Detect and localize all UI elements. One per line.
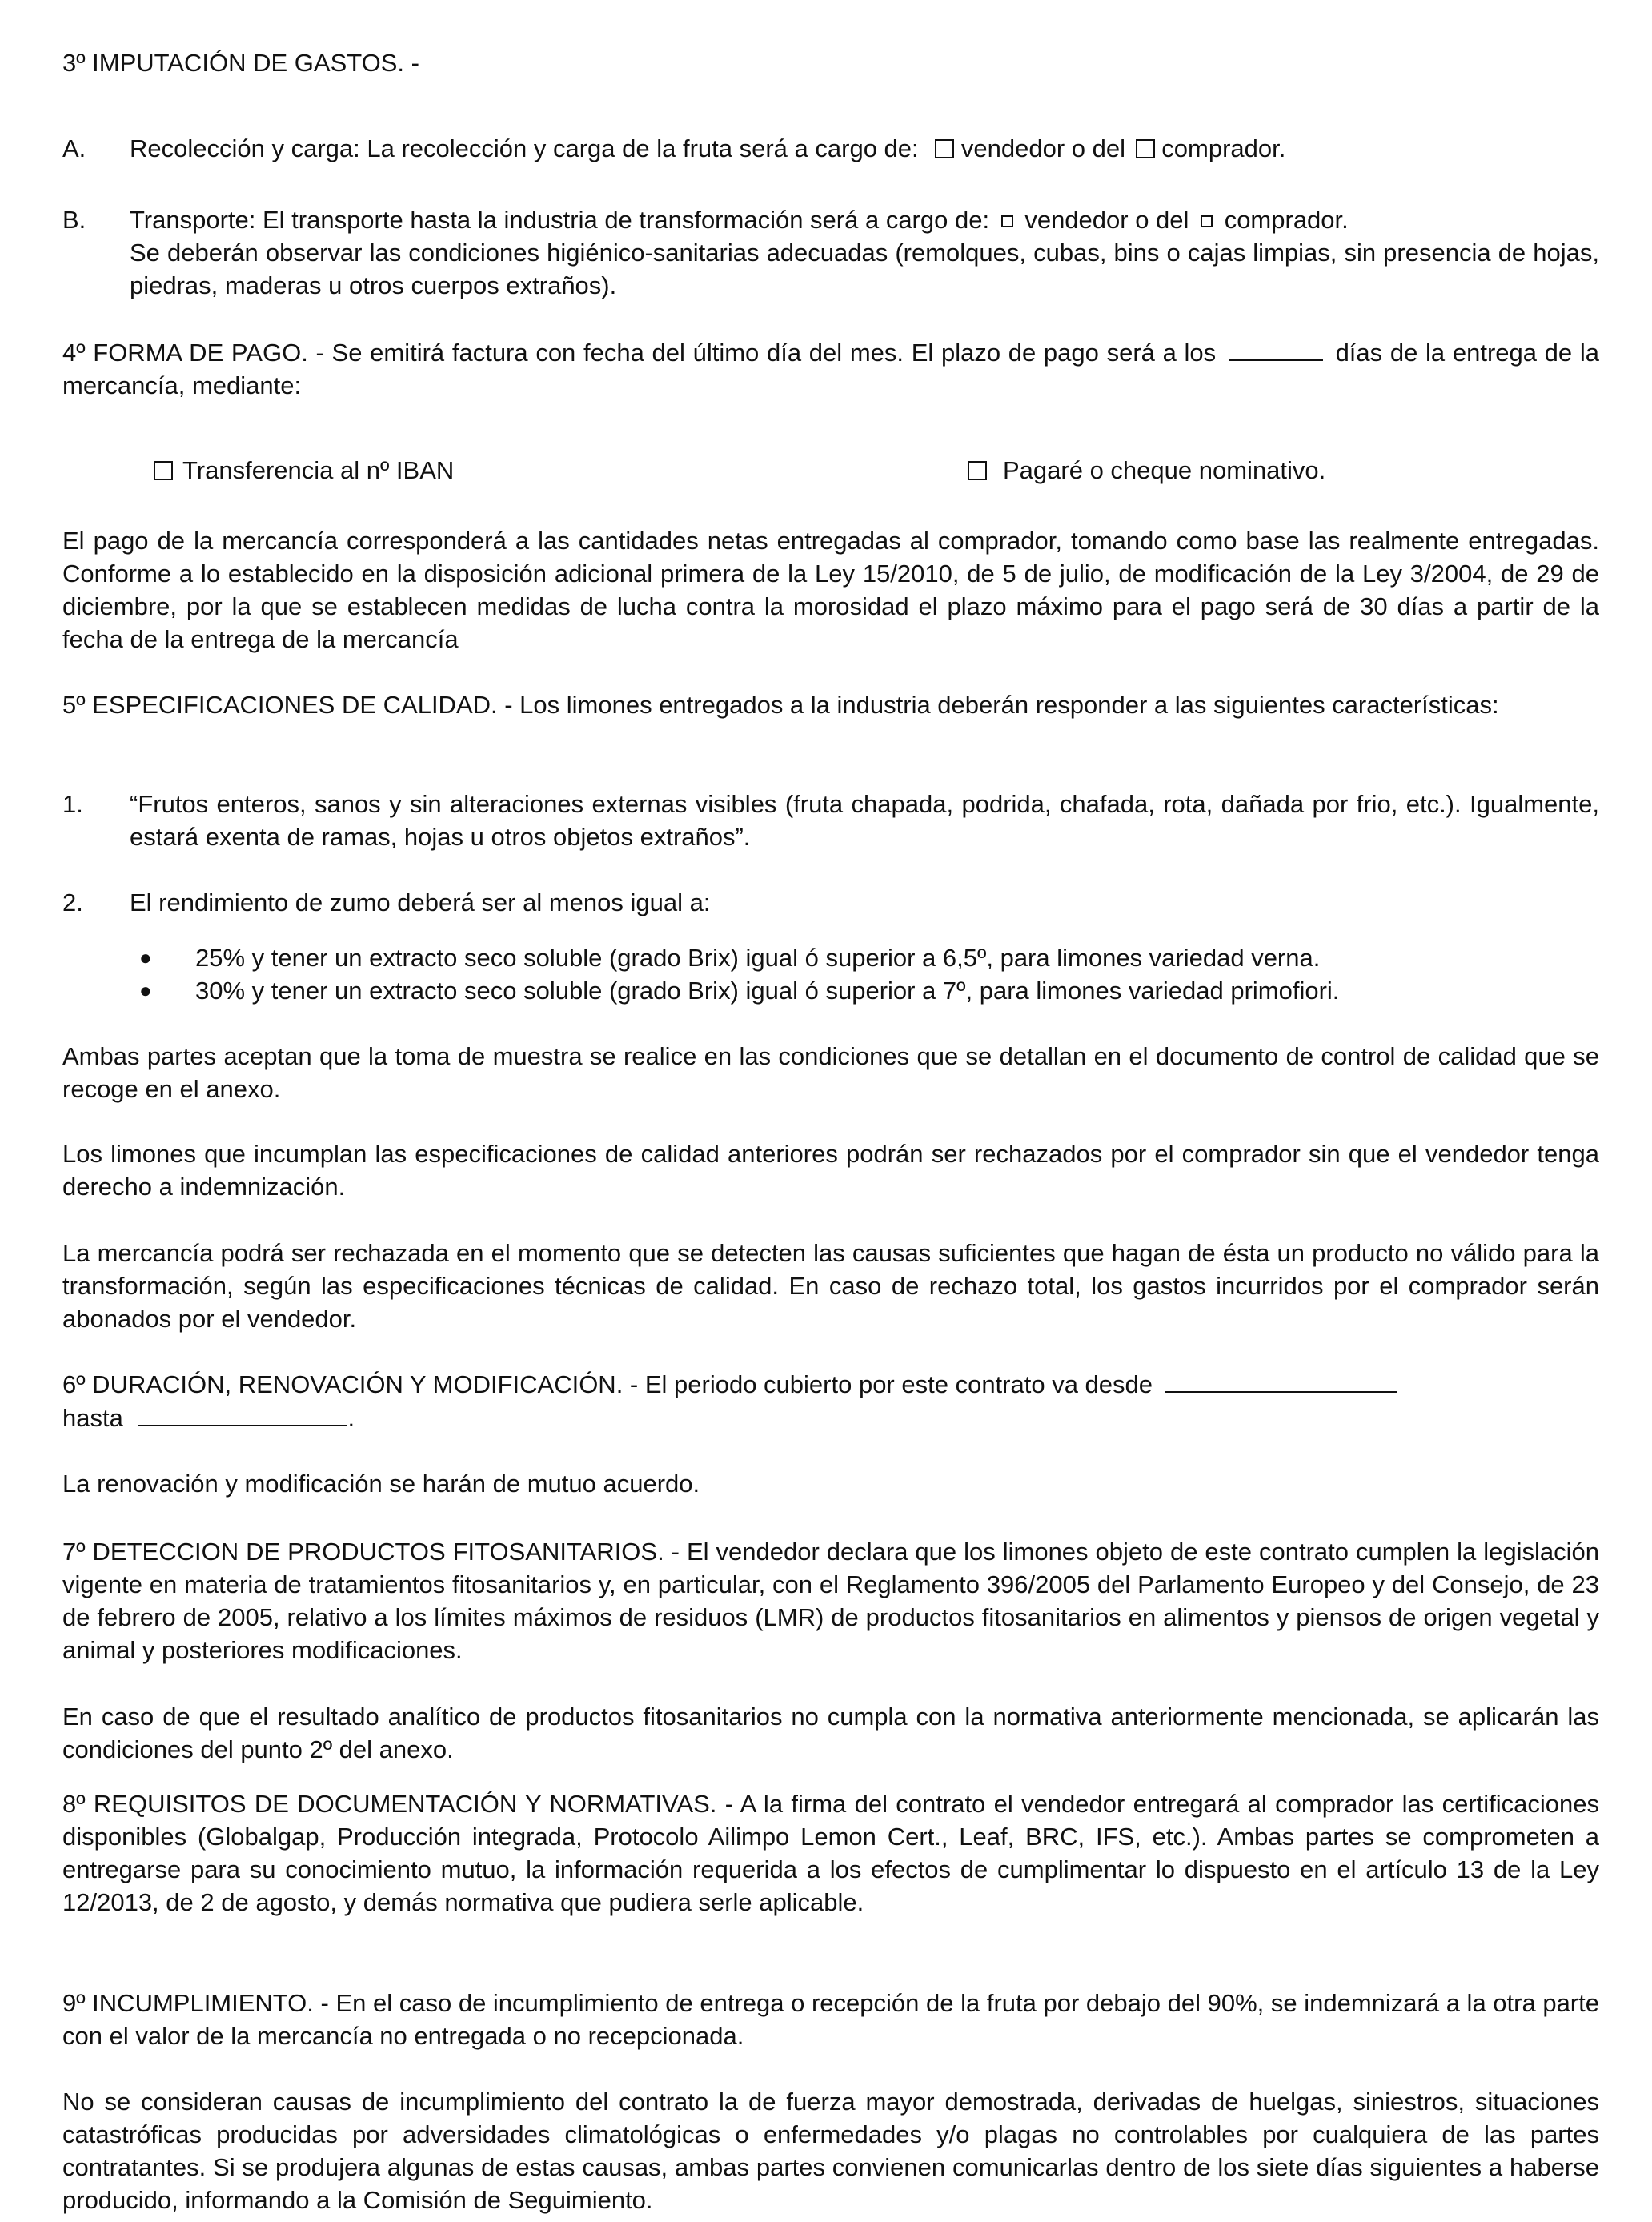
section-5-title: 5º ESPECIFICACIONES DE CALIDAD. - Los limones entregados a la industria deberán responder a las siguientes características: bbox=[62, 691, 1499, 719]
checkbox-buyer-transport[interactable] bbox=[1201, 215, 1213, 227]
section-8-title: 8º REQUISITOS DE DOCUMENTACIÓN Y NORMATIVAS. - A la firma del contrato el vendedor entregará al comprador las certificaciones disponibles (Globalgap, Producción integrada, Protocolo Ailimpo Lemon Cert., Leaf, BRC, IFS, etc.). Ambas partes se comprometen a entregarse para su conocimiento mutuo, la información requerida a los efectos de cumplimentar lo dispuesto en el artículo 13 de la Ley 12/2013, de 2 de agosto, y demás normativa que pudiera serle aplicable. bbox=[62, 1790, 1599, 1916]
section-5-paragraph-1: Ambas partes aceptan que la toma de muestra se realice en las condiciones que se detallan en el documento de control de calidad que se recoge en el anexo. bbox=[62, 1042, 1599, 1103]
item-a-label: Recolección y carga: La recolección y carga de la fruta será a cargo de: bbox=[130, 134, 919, 162]
list-item bbox=[62, 941, 1599, 974]
item-b-label: Transporte: El transporte hasta la industria de transformación será a cargo de: bbox=[130, 206, 990, 234]
section-6-end: . bbox=[347, 1404, 355, 1432]
section-7-paragraph: En caso de que el resultado analítico de productos fitosanitarios no cumpla con la normativa anteriormente mencionada, se aplicarán las condiciones del punto 2º del anexo. bbox=[62, 1703, 1599, 1763]
section-3-item-b bbox=[62, 203, 1599, 302]
item-2-text: El rendimiento de zumo deberá ser al menos igual a: bbox=[130, 888, 711, 916]
section-3-item-a bbox=[62, 132, 1599, 165]
list-item bbox=[62, 974, 1599, 1007]
section-4-paragraph: El pago de la mercancía corresponderá a las cantidades netas entregadas al comprador, tomando como base las realmente entregadas. Conforme a lo establecido en la disposición adicional primera de la Ley 15/2010, de 5 de julio, de modificación de la Ley 3/2004, de 29 de diciembre, por la que se establecen medidas de lucha contra la morosidad el plazo máximo para el pago será de 30 días a partir de la fecha de la entrega de la mercancía bbox=[62, 527, 1599, 653]
section-9-title: 9º INCUMPLIMIENTO. - En el caso de incumplimiento de entrega o recepción de la fruta por debajo del 90%, se indemnizará a la otra parte con el valor de la mercancía no entregada o no recepcionada. bbox=[62, 1989, 1599, 2050]
checkbox-cheque[interactable] bbox=[968, 461, 987, 480]
option-cheque-label: Pagaré o cheque nominativo. bbox=[1003, 456, 1326, 484]
payment-days-field[interactable] bbox=[1229, 335, 1323, 361]
item-b-hygiene-text: Se deberán observar las condiciones higiénico-sanitarias adecuadas (remolques, cubas, bins o cajas limpias, sin presencia de hojas, piedras, maderas u otros cuerpos extraños). bbox=[130, 239, 1599, 299]
section-6-duration bbox=[62, 1367, 1599, 1434]
option-transfer bbox=[154, 454, 454, 487]
checkbox-seller-harvest[interactable] bbox=[935, 139, 954, 158]
item-b-marker: B. bbox=[62, 206, 86, 234]
section-5-item-1 bbox=[62, 788, 1599, 853]
section-4-text-start: 4º FORMA DE PAGO. - Se emitirá factura con fecha del último día del mes. El plazo de pago será a los bbox=[62, 339, 1217, 367]
checkbox-buyer-harvest[interactable] bbox=[1136, 139, 1155, 158]
option-transfer-label: Transferencia al nº IBAN bbox=[182, 456, 455, 484]
bullet-icon: ● bbox=[139, 945, 152, 969]
checkbox-transfer[interactable] bbox=[154, 461, 173, 480]
section-6-text-until: hasta bbox=[62, 1404, 123, 1432]
item-a-text bbox=[130, 132, 1599, 165]
contract-start-field[interactable] bbox=[1165, 1367, 1397, 1393]
checkbox-seller-transport[interactable] bbox=[1001, 215, 1013, 227]
item-b-text bbox=[130, 203, 1599, 302]
item-a-marker: A. bbox=[62, 134, 86, 162]
item-b-option-buyer: comprador. bbox=[1224, 206, 1349, 234]
section-7-title: 7º DETECCION DE PRODUCTOS FITOSANITARIOS. - El vendedor declara que los limones objeto de este contrato cumplen la legislación vigente en materia de tratamientos fitosanitarios y, en particular, con el Reglamento 396/2005 del Parlamento Europeo y del Consejo, de 23 de febrero de 2005, relativo a los límites máximos de residuos (LMR) de productos fitosanitarios en alimentos y piensos de origen vegetal y animal y posteriores modificaciones. bbox=[62, 1538, 1599, 1664]
item-a-option-seller: vendedor o del bbox=[960, 134, 1126, 162]
item-a-option-buyer: comprador. bbox=[1161, 134, 1286, 162]
payment-options bbox=[62, 454, 1599, 487]
item-2-marker: 2. bbox=[62, 888, 83, 916]
bullet-text: 25% y tener un extracto seco soluble (grado Brix) igual ó superior a 6,5º, para limones variedad verna. bbox=[195, 944, 1321, 972]
section-5-paragraph-3: La mercancía podrá ser rechazada en el momento que se detecten las causas suficientes que hagan de ésta un producto no válido para la transformación, según las especificaciones técnicas de calidad. En caso de rechazo total, los gastos incurridos por el comprador serán abonados por el vendedor. bbox=[62, 1239, 1599, 1333]
bullet-icon: ● bbox=[139, 978, 152, 1002]
section-6-text-start: 6º DURACIÓN, RENOVACIÓN Y MODIFICACIÓN. - El periodo cubierto por este contrato va desde bbox=[62, 1370, 1153, 1398]
item-b-option-seller: vendedor o del bbox=[1024, 206, 1189, 234]
option-cheque bbox=[968, 454, 1325, 487]
section-4-text-end: días de la entrega de la mercancía, mediante: bbox=[62, 339, 1599, 399]
item-1-text: “Frutos enteros, sanos y sin alteraciones externas visibles (fruta chapada, podrida, chafada, rota, dañada por frio, etc.). Igualmente, estará exenta de ramas, hojas u otros objetos extraños”. bbox=[130, 790, 1599, 851]
section-5-item-2 bbox=[62, 886, 1599, 919]
item-1-marker: 1. bbox=[62, 790, 83, 818]
section-3-title: 3º IMPUTACIÓN DE GASTOS. - bbox=[62, 49, 419, 77]
section-6-paragraph: La renovación y modificación se harán de mutuo acuerdo. bbox=[62, 1470, 700, 1498]
section-5-paragraph-2: Los limones que incumplan las especificaciones de calidad anteriores podrán ser rechazados por el comprador sin que el vendedor tenga derecho a indemnización. bbox=[62, 1140, 1599, 1201]
section-9-paragraph: No se consideran causas de incumplimiento del contrato la de fuerza mayor demostrada, derivadas de huelgas, siniestros, situaciones catastróficas producidas por adversidades climatológicas o enfermedades y/o plagas no controlables por cualquiera de las partes contratantes. Si se produjera algunas de estas causas, ambas partes convienen comunicarlas dentro de los siete días siguientes a haberse producido, informando a la Comisión de Seguimiento. bbox=[62, 2088, 1599, 2214]
section-4-payment bbox=[62, 335, 1599, 402]
bullet-list bbox=[62, 941, 1599, 1007]
bullet-text: 30% y tener un extracto seco soluble (grado Brix) igual ó superior a 7º, para limones variedad primofiori. bbox=[195, 977, 1340, 1005]
contract-end-field[interactable] bbox=[138, 1401, 347, 1426]
